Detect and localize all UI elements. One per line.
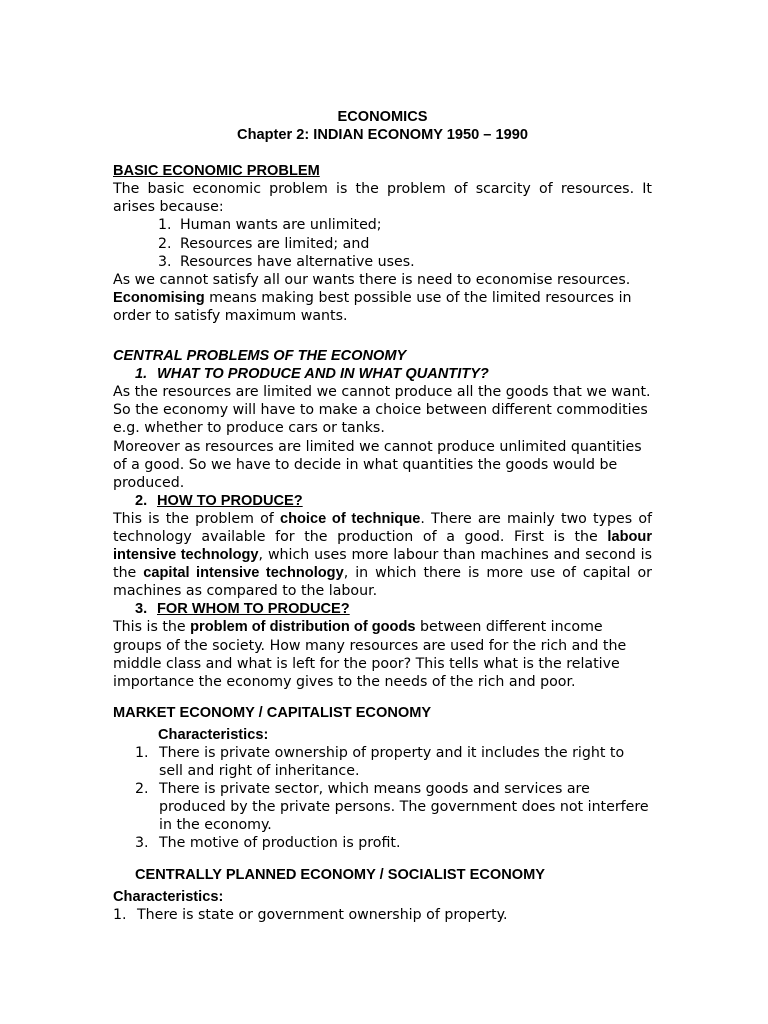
list-item: 2. Resources are limited; and [158, 235, 370, 252]
q2-paragraph: This is the problem of choice of technique. There are mainly two types of technology available for the production of a good. First is the labour intensive technology, which uses more labour than machines and second is the capital intensive technology, in which there is more use of capital or machines as compared to the labour. [113, 510, 653, 600]
planned-list [113, 906, 652, 924]
bold-term: choice of technique [279, 510, 421, 527]
basic-list [113, 216, 652, 270]
q2-heading: 2. HOW TO PRODUCE? [135, 492, 303, 509]
doc-title: ECONOMICS [337, 109, 428, 125]
planned-heading: CENTRALLY PLANNED ECONOMY / SOCIALIST ECONOMY [135, 866, 546, 883]
list-item: 1. Human wants are unlimited; [158, 217, 382, 234]
list-item: 3. The motive of production is profit. [135, 835, 401, 852]
bold-term: problem of distribution of goods [190, 619, 416, 636]
bold-term: Economising [113, 289, 205, 306]
basic-heading: BASIC ECONOMIC PROBLEM [113, 163, 320, 180]
list-item: 1. There is private ownership of property and it includes the right to sell and right of inheritance. [135, 745, 625, 780]
document-page [113, 108, 652, 924]
planned-characteristics-label: Characteristics: [113, 888, 224, 905]
basic-intro: The basic economic problem is the problem of scarcity of resources. It arises because: [113, 181, 652, 216]
central-heading: CENTRAL PROBLEMS OF THE ECONOMY [113, 348, 407, 365]
q3-heading: 3. FOR WHOM TO PRODUCE? [135, 601, 350, 618]
list-item: 1. There is state or government ownership of property. [113, 906, 508, 923]
list-item: 3. Resources have alternative uses. [158, 253, 415, 270]
doc-subtitle: Chapter 2: INDIAN ECONOMY 1950 – 1990 [237, 127, 528, 144]
q3-paragraph: This is the problem of distribution of goods between different income groups of the society. How many resources are used for the rich and the middle class and what is left for the poor? This tells what is the relative importance the economy gives to the needs of the rich and poor. [113, 619, 627, 690]
basic-conclusion: As we cannot satisfy all our wants there is need to economise resources. Economising means making best possible use of the limited resources in order to satisfy maximum wants. [113, 271, 632, 324]
list-item: 2. There is private sector, which means goods and services are produced by the private persons. The government does not interfere in the economy. [135, 781, 649, 834]
market-characteristics-label: Characteristics: [158, 726, 269, 743]
market-list [113, 744, 652, 853]
market-heading: MARKET ECONOMY / CAPITALIST ECONOMY [113, 704, 432, 721]
q1-heading: 1. WHAT TO PRODUCE AND IN WHAT QUANTITY? [135, 366, 489, 383]
bold-term: capital intensive technology [143, 565, 344, 582]
q1-paragraph-1: As the resources are limited we cannot produce all the goods that we want. So the economy will have to make a choice between different commodities e.g. whether to produce cars or tanks. [113, 384, 651, 437]
q1-paragraph-2: Moreover as resources are limited we cannot produce unlimited quantities of a good. So we have to decide in what quantities the goods would be produced. [113, 438, 642, 491]
bold-term: labour intensive technology [113, 528, 652, 564]
